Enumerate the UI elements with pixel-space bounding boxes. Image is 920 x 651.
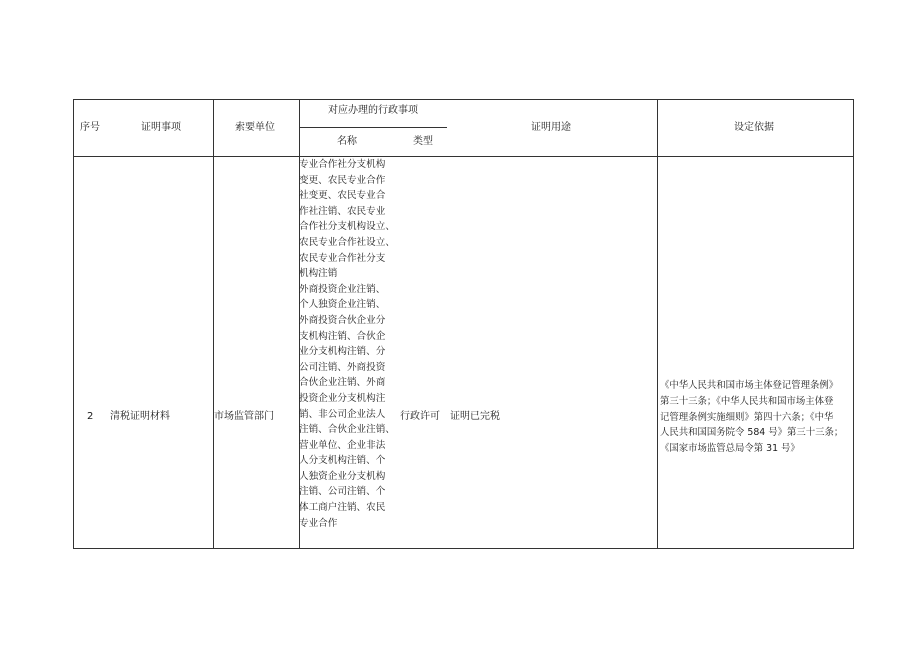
- row-admin-type: 行政许可: [400, 411, 440, 422]
- header-row-border: [74, 156, 853, 157]
- column-border: [213, 100, 214, 548]
- header-basis: 设定依据: [734, 122, 774, 133]
- header-admin-group: 对应办理的行政事项: [328, 105, 418, 116]
- header-item: 证明事项: [141, 122, 181, 133]
- header-purpose: 证明用途: [531, 122, 571, 133]
- row-admin-names: 专业合作社分支机构 变更、农民专业合作 社变更、农民专业合 作社注销、农民专业 合作社分支机构设立、 农民专业合作社设立、 农民专业合作社分支 机构注销 外商投资企业注销、 个人独资企业注销、 外商投资合伙企业分 支机构注销、合伙企 业分支机构注销、分 公司注销、外商投资 合伙企业注销、外商 投资企业分支机构注 销、非公司企业法人 注销、合伙企业注销、 营业单位、企业非法 人分支机构注销、个 人独资企业分支机构 注销、公司注销、个 体工商户注销、农民 专业合作: [299, 159, 395, 529]
- column-border: [657, 100, 658, 548]
- certification-table: [73, 99, 854, 549]
- row-basis: 《中华人民共和国市场主体登记管理条例》 第三十三条；《中华人民共和国市场主体登 记管理条例实施细则》第四十六条；《中华 人民共和国国务院令 584 号》第三十三条； 《国家市场监管总局令第 31 号》: [660, 380, 844, 455]
- header-admin-name: 名称: [337, 136, 357, 147]
- admin-group-divider: [299, 127, 447, 128]
- row-purpose: 证明已完税: [450, 411, 500, 422]
- header-admin-type: 类型: [413, 136, 433, 147]
- row-item: 清税证明材料: [110, 411, 170, 422]
- header-seq: 序号: [80, 122, 100, 133]
- header-unit: 索要单位: [235, 122, 275, 133]
- row-seq: 2: [87, 411, 94, 422]
- row-unit: 市场监管部门: [214, 411, 274, 422]
